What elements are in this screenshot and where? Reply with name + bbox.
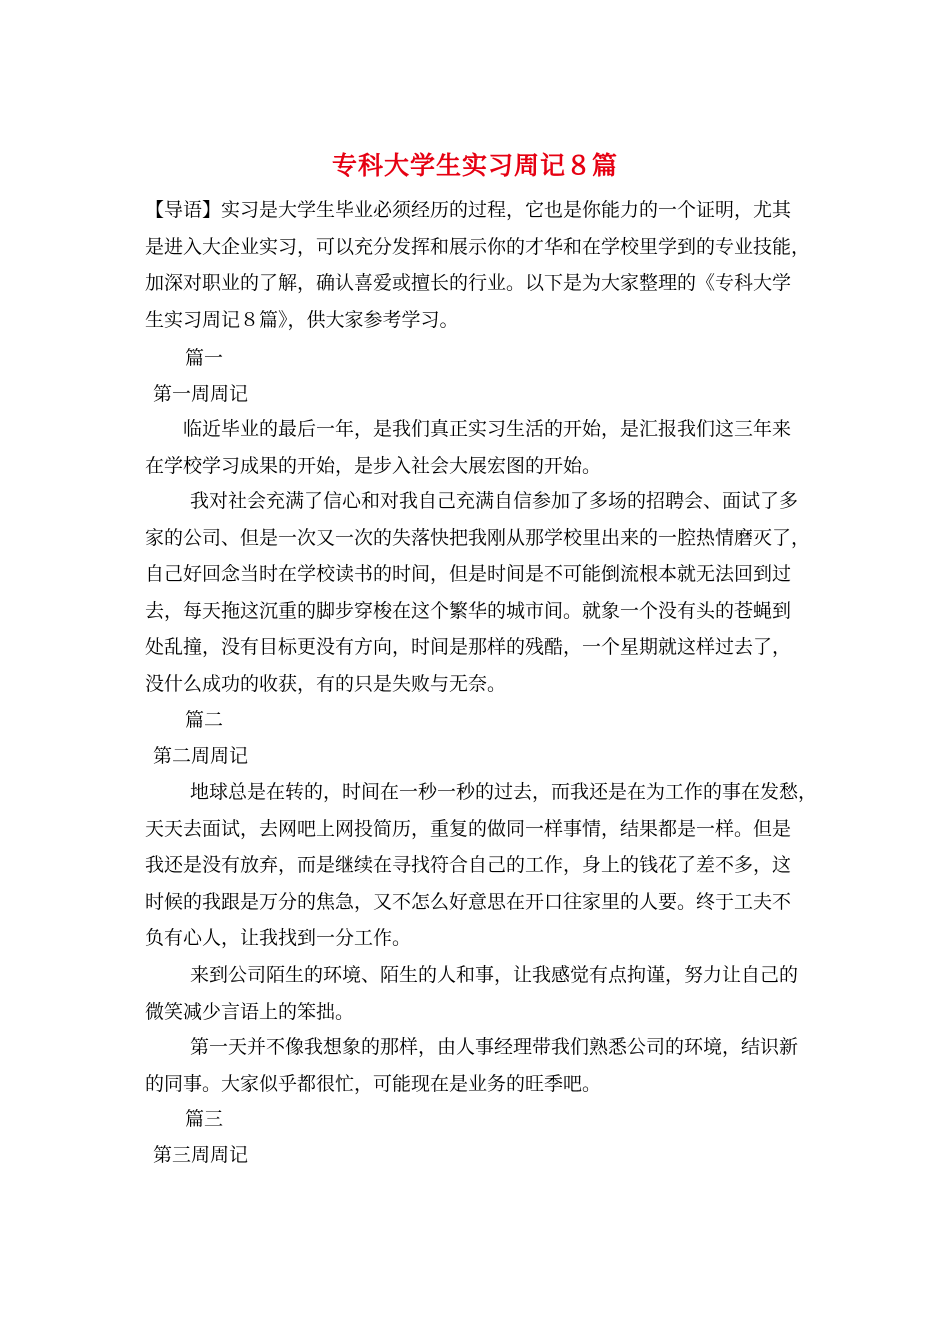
- paragraph-line: 在学校学习成果的开始，是步入社会大展宏图的开始。: [145, 454, 602, 477]
- section-subtitle: 第一周周记: [153, 383, 249, 405]
- paragraph-line: 临近毕业的最后一年，是我们真正实习生活的开始，是汇报我们这三年来: [183, 418, 792, 440]
- section-label: 篇二: [185, 709, 224, 731]
- paragraph-line: 地球总是在转的，时间在一秒一秒的过去，而我还是在为工作的事在发愁，: [190, 781, 818, 803]
- paragraph-line: 去，每天拖这沉重的脚步穿梭在这个繁华的城市间。就象一个没有头的苍蝇到: [145, 599, 792, 622]
- section-label: 篇一: [185, 347, 224, 369]
- paragraph-line: 天天去面试，去网吧上网投简历，重复的做同一样事情，结果都是一样。但是: [145, 817, 792, 840]
- document-title: 专科大学生实习周记８篇: [331, 151, 618, 180]
- paragraph-line: 自己好回念当时在学校读书的时间，但是时间是不可能倒流根本就无法回到过: [145, 563, 792, 586]
- paragraph-line: 第一天并不像我想象的那样，由人事经理带我们熟悉公司的环境，结识新: [190, 1036, 799, 1058]
- paragraph-line: 时候的我跟是万分的焦急，又不怎么好意思在开口往家里的人要。终于工夫不: [145, 890, 792, 913]
- intro-line: 生实习周记８篇》，供大家参考学习。: [145, 308, 459, 331]
- section-subtitle: 第二周周记: [153, 745, 249, 767]
- body-paragraph: [145, 483, 810, 703]
- body-paragraph: [145, 411, 791, 484]
- body-paragraph: [145, 957, 798, 1030]
- body-paragraph: [145, 774, 817, 957]
- paragraph-line: 的同事。大家似乎都很忙，可能现在是业务的旺季吧。: [145, 1072, 602, 1095]
- paragraph-line: 微笑减少言语上的笨拙。: [145, 1000, 355, 1023]
- paragraph-line: 家的公司、但是一次又一次的失落快把我刚从那学校里出来的一腔热情磨灭了，: [145, 526, 811, 549]
- paragraph-line: 我还是没有放弃，而是继续在寻找符合自己的工作，身上的钱花了差不多，这: [145, 854, 792, 877]
- intro-line: 是进入大企业实习，可以充分发挥和展示你的才华和在学校里学到的专业技能，: [145, 235, 811, 258]
- intro-line: 加深对职业的了解，确认喜爱或擅长的行业。以下是为大家整理的《专科大学: [145, 272, 792, 295]
- body-paragraph: [145, 1029, 798, 1102]
- paragraph-line: 我对社会充满了信心和对我自己充满自信参加了多场的招聘会、面试了多: [190, 490, 799, 512]
- intro-line: 【导语】实习是大学生毕业必须经历的过程，它也是你能力的一个证明，尤其: [145, 199, 792, 221]
- section-label: 篇三: [185, 1108, 224, 1130]
- intro-paragraph: [145, 192, 810, 338]
- paragraph-line: 没什么成功的收获，有的只是失败与无奈。: [145, 672, 507, 695]
- paragraph-line: 负有心人，让我找到一分工作。: [145, 927, 412, 950]
- paragraph-line: 来到公司陌生的环境、陌生的人和事，让我感觉有点拘谨，努力让自己的: [190, 964, 799, 986]
- section-subtitle: 第三周周记: [153, 1144, 249, 1166]
- paragraph-line: 处乱撞，没有目标更没有方向，时间是那样的残酷，一个星期就这样过去了，: [145, 636, 792, 659]
